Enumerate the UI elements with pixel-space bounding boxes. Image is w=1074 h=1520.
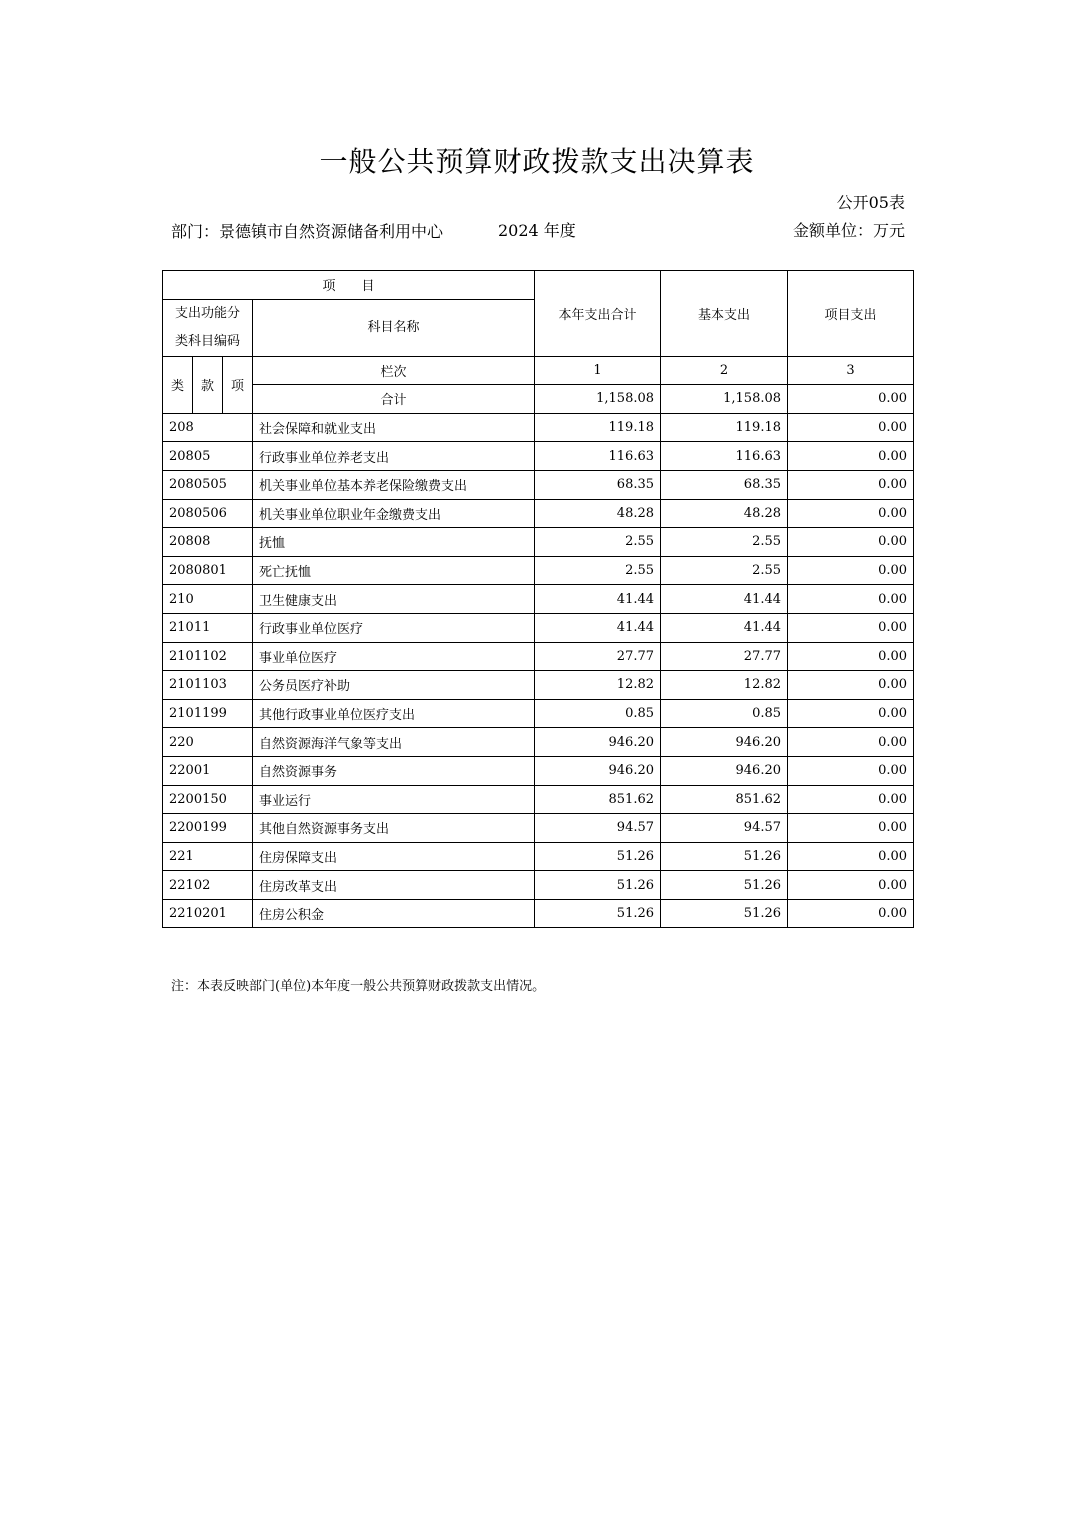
row-basic: 68.35: [661, 470, 788, 499]
row-code: 2200199: [163, 814, 253, 843]
row-project: 0.00: [788, 613, 914, 642]
amount-unit: 金额单位：万元: [792, 221, 905, 240]
row-basic: 48.28: [661, 499, 788, 528]
document-title: 一般公共预算财政拨款支出决算表: [319, 145, 755, 178]
row-subject-name: 行政事业单位养老支出: [253, 442, 535, 471]
header-index-1: 1: [535, 356, 661, 385]
row-code: 2101199: [163, 699, 253, 728]
row-basic: 946.20: [661, 756, 788, 785]
row-project: 0.00: [788, 556, 914, 585]
row-total: 851.62: [535, 785, 661, 814]
row-code: 2080801: [163, 556, 253, 585]
row-basic: 41.44: [661, 585, 788, 614]
row-subject-name: 住房公积金: [253, 899, 535, 928]
row-subject-name: 事业单位医疗: [253, 642, 535, 671]
row-project: 0.00: [788, 442, 914, 471]
table-row: [163, 642, 914, 671]
header-level-xiang: 项: [223, 356, 253, 413]
total-project: 0.00: [788, 385, 914, 414]
row-total: 946.20: [535, 756, 661, 785]
row-code: 20805: [163, 442, 253, 471]
header-level-kuan: 款: [193, 356, 223, 413]
table-row: [163, 899, 914, 928]
row-project: 0.00: [788, 585, 914, 614]
row-subject-name: 抚恤: [253, 528, 535, 557]
table-row: [163, 756, 914, 785]
row-total: 94.57: [535, 814, 661, 843]
header-col-index: 栏次: [253, 356, 535, 385]
row-subject-name: 其他行政事业单位医疗支出: [253, 699, 535, 728]
header-index-3: 3: [788, 356, 914, 385]
row-code: 21011: [163, 613, 253, 642]
row-code: 22102: [163, 871, 253, 900]
row-total: 946.20: [535, 728, 661, 757]
row-total: 51.26: [535, 871, 661, 900]
row-project: 0.00: [788, 642, 914, 671]
row-basic: 2.55: [661, 556, 788, 585]
row-code: 2200150: [163, 785, 253, 814]
row-total: 116.63: [535, 442, 661, 471]
row-subject-name: 自然资源事务: [253, 756, 535, 785]
row-subject-name: 机关事业单位职业年金缴费支出: [253, 499, 535, 528]
row-total: 0.85: [535, 699, 661, 728]
table-row: [163, 499, 914, 528]
row-code: 208: [163, 413, 253, 442]
row-project: 0.00: [788, 470, 914, 499]
row-project: 0.00: [788, 871, 914, 900]
row-basic: 51.26: [661, 871, 788, 900]
table-row: [163, 699, 914, 728]
table-row: [163, 814, 914, 843]
row-subject-name: 事业运行: [253, 785, 535, 814]
row-basic: 51.26: [661, 899, 788, 928]
row-basic: 0.85: [661, 699, 788, 728]
row-basic: 946.20: [661, 728, 788, 757]
row-project: 0.00: [788, 499, 914, 528]
table-row: [163, 585, 914, 614]
row-basic: 851.62: [661, 785, 788, 814]
row-subject-name: 其他自然资源事务支出: [253, 814, 535, 843]
table-row: [163, 556, 914, 585]
table-row: [163, 842, 914, 871]
row-project: 0.00: [788, 528, 914, 557]
footnote: 注：本表反映部门(单位)本年度一般公共预算财政拨款支出情况。: [171, 979, 546, 994]
department-label: 部门：景德镇市自然资源储备利用中心: [171, 222, 444, 241]
table-row: [163, 728, 914, 757]
header-index-2: 2: [661, 356, 788, 385]
row-project: 0.00: [788, 842, 914, 871]
row-total: 12.82: [535, 671, 661, 700]
table-row: [163, 528, 914, 557]
row-project: 0.00: [788, 899, 914, 928]
row-total: 51.26: [535, 899, 661, 928]
form-number: 公开05表: [836, 193, 905, 212]
total-basic: 1,158.08: [661, 385, 788, 414]
row-total: 68.35: [535, 470, 661, 499]
row-code: 221: [163, 842, 253, 871]
row-project: 0.00: [788, 785, 914, 814]
row-total: 27.77: [535, 642, 661, 671]
row-subject-name: 社会保障和就业支出: [253, 413, 535, 442]
row-total: 51.26: [535, 842, 661, 871]
header-func-code: 支出功能分类科目编码: [163, 299, 253, 356]
row-total: 2.55: [535, 528, 661, 557]
row-total: 48.28: [535, 499, 661, 528]
row-code: 2101102: [163, 642, 253, 671]
row-basic: 27.77: [661, 642, 788, 671]
table-row: [163, 613, 914, 642]
header-item: 项 目: [163, 271, 535, 300]
row-subject-name: 住房改革支出: [253, 871, 535, 900]
row-code: 2210201: [163, 899, 253, 928]
row-project: 0.00: [788, 413, 914, 442]
row-code: 2080506: [163, 499, 253, 528]
row-basic: 116.63: [661, 442, 788, 471]
row-subject-name: 公务员医疗补助: [253, 671, 535, 700]
row-total: 41.44: [535, 613, 661, 642]
fiscal-year: 2024 年度: [498, 221, 576, 240]
row-subject-name: 住房保障支出: [253, 842, 535, 871]
row-code: 22001: [163, 756, 253, 785]
total-amount: 1,158.08: [535, 385, 661, 414]
row-project: 0.00: [788, 756, 914, 785]
row-total: 119.18: [535, 413, 661, 442]
row-basic: 51.26: [661, 842, 788, 871]
total-row: [163, 385, 914, 414]
header-col-basic: 基本支出: [661, 271, 788, 357]
header-level-lei: 类: [163, 356, 193, 413]
row-code: 20808: [163, 528, 253, 557]
header-col-project: 项目支出: [788, 271, 914, 357]
row-basic: 2.55: [661, 528, 788, 557]
row-basic: 12.82: [661, 671, 788, 700]
row-subject-name: 死亡抚恤: [253, 556, 535, 585]
row-subject-name: 机关事业单位基本养老保险缴费支出: [253, 470, 535, 499]
row-code: 220: [163, 728, 253, 757]
table-row: [163, 442, 914, 471]
total-label: 合计: [253, 385, 535, 414]
row-subject-name: 卫生健康支出: [253, 585, 535, 614]
expenditure-table: [162, 270, 914, 928]
row-code: 210: [163, 585, 253, 614]
table-row: [163, 671, 914, 700]
header-col-total: 本年支出合计: [535, 271, 661, 357]
table-row: [163, 785, 914, 814]
header-subject-name: 科目名称: [253, 299, 535, 356]
row-total: 2.55: [535, 556, 661, 585]
row-project: 0.00: [788, 728, 914, 757]
row-subject-name: 行政事业单位医疗: [253, 613, 535, 642]
row-subject-name: 自然资源海洋气象等支出: [253, 728, 535, 757]
row-project: 0.00: [788, 671, 914, 700]
row-project: 0.00: [788, 814, 914, 843]
row-basic: 94.57: [661, 814, 788, 843]
row-code: 2080505: [163, 470, 253, 499]
row-code: 2101103: [163, 671, 253, 700]
row-basic: 41.44: [661, 613, 788, 642]
row-basic: 119.18: [661, 413, 788, 442]
table-row: [163, 470, 914, 499]
row-total: 41.44: [535, 585, 661, 614]
table-row: [163, 871, 914, 900]
table-row: [163, 413, 914, 442]
row-project: 0.00: [788, 699, 914, 728]
header-row-index: [163, 356, 914, 385]
header-row-item: [163, 271, 914, 300]
